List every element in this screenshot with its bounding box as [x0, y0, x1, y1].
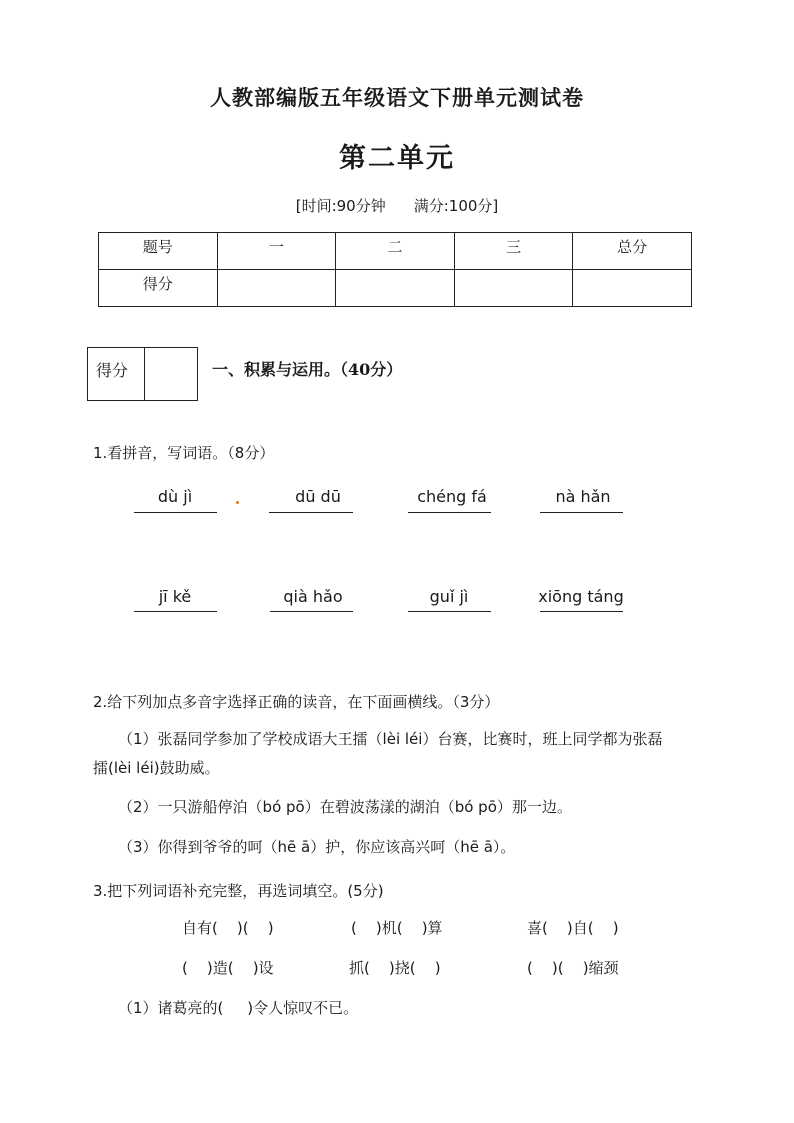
score-cell[interactable] — [336, 270, 455, 307]
score-cell[interactable] — [454, 270, 573, 307]
q3-prompt: 3.把下列词语补充完整，再选词填空。(5分) — [93, 882, 384, 900]
pinyin-item: dù jì — [157, 487, 193, 506]
q2-item1-line1: （1）张磊同学参加了学校成语大王擂（lèi léi）台赛，比赛时，班上同学都为张磊 — [118, 730, 663, 748]
full-score: 满分:100分] — [413, 197, 499, 215]
score-table-header-row — [99, 233, 692, 270]
pinyin-item: qià hǎo — [283, 587, 343, 606]
unit-title: 第二单元 — [339, 143, 455, 174]
q3-word: 自有( )( ) — [182, 919, 274, 937]
answer-line[interactable] — [540, 611, 623, 612]
answer-line[interactable] — [134, 512, 217, 513]
q3-word: 抓( )挠( ) — [349, 959, 441, 977]
score-table — [98, 232, 692, 307]
q2-prompt: 2.给下列加点多音字选择正确的读音，在下面画横线。（3分） — [93, 693, 500, 711]
score-table-header: 一 — [217, 233, 336, 270]
q1-prompt: 1.看拼音，写词语。（8分） — [93, 444, 275, 462]
answer-line[interactable] — [269, 512, 353, 513]
score-cell[interactable] — [573, 270, 692, 307]
answer-line[interactable] — [408, 611, 491, 612]
section1-score-box — [87, 347, 198, 401]
pinyin-item: guǐ jì — [429, 587, 469, 606]
answer-line[interactable] — [408, 512, 491, 513]
q3-word: 喜( )自( ) — [527, 919, 619, 937]
score-cell[interactable] — [217, 270, 336, 307]
pinyin-item: dū dū — [295, 487, 341, 506]
pinyin-item: chéng fá — [417, 487, 487, 506]
pinyin-item: nà hǎn — [555, 487, 611, 506]
answer-line[interactable] — [270, 611, 353, 612]
answer-line[interactable] — [540, 512, 623, 513]
score-table-header: 三 — [454, 233, 573, 270]
q2-item2: （2）一只游船停泊（bó pō）在碧波荡漾的湖泊（bó pō）那一边。 — [118, 798, 572, 816]
pinyin-item: xiōng táng — [538, 587, 624, 606]
time-limit: [时间:90分钟 — [295, 197, 386, 215]
exam-title: 人教部编版五年级语文下册单元测试卷 — [210, 85, 584, 110]
stray-dot — [236, 501, 239, 504]
section1-title: 一、积累与运用。（40分） — [212, 360, 403, 379]
score-box-divider — [144, 348, 145, 400]
section1-score-label: 得分 — [96, 361, 129, 380]
time-and-score-info — [0, 195, 794, 216]
score-table-header: 题号 — [99, 233, 218, 270]
q3-word: ( )机( )算 — [351, 919, 443, 937]
q2-item3: （3）你得到爷爷的呵（hē ā）护，你应该高兴呵（hē ā）。 — [118, 838, 516, 856]
pinyin-item: jī kě — [158, 587, 192, 606]
score-table-header: 总分 — [573, 233, 692, 270]
answer-line[interactable] — [134, 611, 217, 612]
q3-word: ( )造( )设 — [182, 959, 274, 977]
score-row-label: 得分 — [99, 270, 218, 307]
score-table-header: 二 — [336, 233, 455, 270]
q3-item1: （1）诸葛亮的( )令人惊叹不已。 — [118, 999, 359, 1017]
score-table-score-row — [99, 270, 692, 307]
q3-word: ( )( )缩颈 — [527, 959, 619, 977]
q2-item1-line2: 擂(lèi léi)鼓助威。 — [93, 759, 220, 777]
